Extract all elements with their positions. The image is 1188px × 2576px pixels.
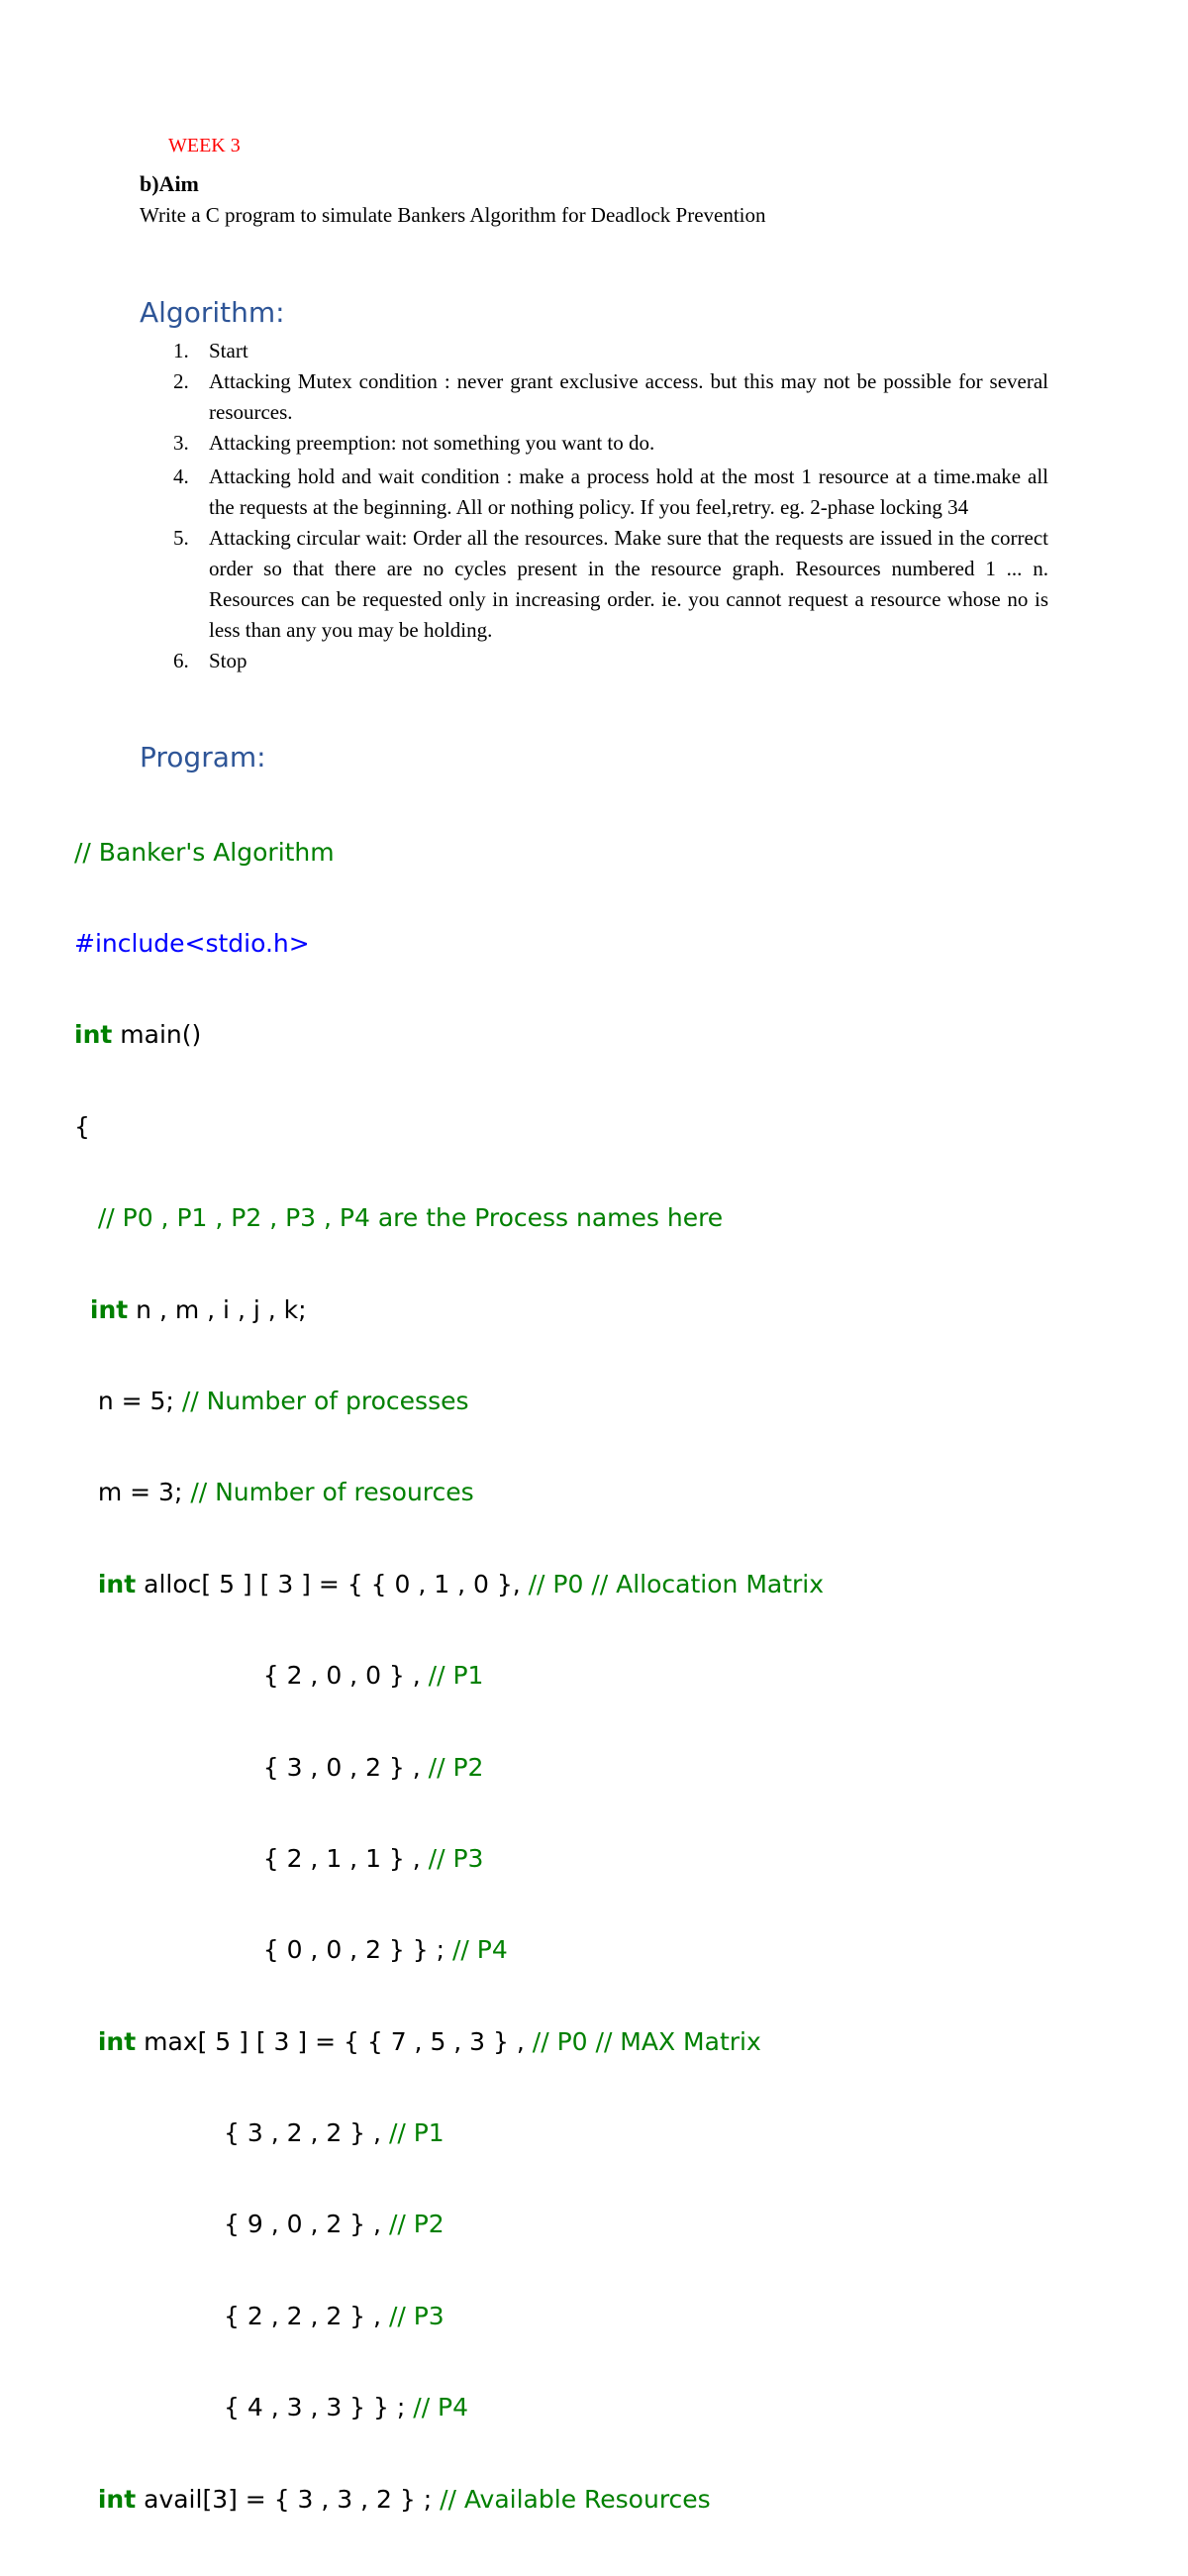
step-text: Stop xyxy=(209,649,248,672)
aim-text: Write a C program to simulate Bankers Algorithm for Deadlock Prevention xyxy=(140,203,766,227)
code-line xyxy=(74,1112,824,1143)
list-item xyxy=(140,336,1048,366)
code-comment: // P4 xyxy=(452,1935,508,1965)
code-indent xyxy=(74,2485,98,2514)
code-line xyxy=(74,838,824,869)
list-item xyxy=(140,366,1048,428)
code-text: { 4 , 3 , 3 } } ; xyxy=(74,2393,414,2422)
program-heading: Program: xyxy=(140,741,266,773)
code-text: { 2 , 2 , 2 } , xyxy=(74,2301,389,2330)
code-line xyxy=(74,1661,824,1692)
code-line xyxy=(74,1203,824,1234)
code-text: n , m , i , j , k; xyxy=(128,1294,307,1324)
step-number: 1. xyxy=(173,339,189,362)
code-line xyxy=(74,1935,824,1966)
code-comment: // Number of processes xyxy=(181,1386,469,1415)
step-number: 4. xyxy=(173,464,189,488)
code-text: { xyxy=(74,1111,90,1141)
code-line xyxy=(74,2118,824,2149)
code-comment: // P1 xyxy=(388,2118,445,2148)
code-line xyxy=(74,1570,824,1600)
code-comment: // Banker's Algorithm xyxy=(74,837,335,867)
code-comment: // P1 xyxy=(428,1661,484,1691)
code-preprocessor: #include<stdio.h> xyxy=(74,928,310,958)
code-keyword: int xyxy=(97,2026,137,2056)
step-text: Attacking hold and wait condition : make a process hold at the most 1 resource at a time.make all the requests at the beginning. All or nothing policy. If you feel,retry. eg. 2-phase locking 34 xyxy=(209,464,1048,519)
code-text: max[ 5 ] [ 3 ] = { { 7 , 5 , 3 } , xyxy=(136,2026,533,2056)
code-text: { 9 , 0 , 2 } , xyxy=(74,2210,389,2239)
step-number: 5. xyxy=(173,526,189,550)
code-comment: // P0 , P1 , P2 , P3 , P4 are the Process names here xyxy=(74,1203,724,1233)
step-number: 3. xyxy=(173,431,189,455)
code-indent xyxy=(74,1295,90,1324)
code-comment: // P3 xyxy=(428,1843,484,1873)
code-line xyxy=(74,1844,824,1875)
code-text: { 3 , 0 , 2 } , xyxy=(74,1752,429,1782)
code-line xyxy=(74,2027,824,2058)
code-keyword: int xyxy=(74,1020,113,1050)
code-comment: // P2 xyxy=(388,2210,445,2239)
step-number: 6. xyxy=(173,649,189,672)
code-line xyxy=(74,1753,824,1784)
code-keyword: int xyxy=(97,2484,137,2514)
step-number: 2. xyxy=(173,369,189,393)
code-comment: // Available Resources xyxy=(440,2484,711,2514)
code-line xyxy=(74,1020,824,1051)
code-line xyxy=(74,2302,824,2332)
code-text: alloc[ 5 ] [ 3 ] = { { 0 , 1 , 0 }, xyxy=(136,1569,529,1598)
code-text: n = 5; xyxy=(74,1386,182,1415)
code-text: { 3 , 2 , 2 } , xyxy=(74,2118,389,2148)
code-line xyxy=(74,1295,824,1326)
algorithm-steps xyxy=(140,336,1048,676)
code-line xyxy=(74,1387,824,1417)
code-text: { 2 , 1 , 1 } , xyxy=(74,1843,429,1873)
code-comment: // Number of resources xyxy=(190,1478,474,1507)
list-item xyxy=(140,462,1048,523)
code-indent xyxy=(74,1570,98,1598)
code-text: main() xyxy=(112,1020,202,1050)
step-text: Attacking circular wait: Order all the resources. Make sure that the requests are issued in the correct order so that there are no cycles present in the resource graph. Resources numbered 1 ... n. Resources can be requested only in increasing order. ie. you cannot request a resource whose no is less than any you may be holding. xyxy=(209,526,1048,642)
code-text: { 2 , 0 , 0 } , xyxy=(74,1661,429,1691)
code-indent xyxy=(74,2027,98,2056)
code-block xyxy=(74,776,824,2576)
algorithm-heading: Algorithm: xyxy=(140,296,285,329)
aim-label: b)Aim xyxy=(140,171,199,196)
code-line xyxy=(74,1478,824,1508)
code-comment: // P2 xyxy=(428,1752,484,1782)
code-line xyxy=(74,2393,824,2423)
code-text: m = 3; xyxy=(74,1478,191,1507)
list-item xyxy=(140,523,1048,646)
code-comment: // P0 // MAX Matrix xyxy=(532,2026,761,2056)
week-label: WEEK 3 xyxy=(168,135,241,156)
list-item xyxy=(140,428,1048,459)
code-line xyxy=(74,2210,824,2240)
step-text: Start xyxy=(209,339,248,362)
list-item xyxy=(140,646,1048,676)
code-keyword: int xyxy=(89,1294,129,1324)
step-text: Attacking preemption: not something you want to do. xyxy=(209,431,655,455)
code-comment: // P3 xyxy=(388,2301,445,2330)
code-line xyxy=(74,929,824,960)
code-keyword: int xyxy=(97,1569,137,1598)
code-comment: // P4 xyxy=(413,2393,469,2422)
code-comment: // P0 // Allocation Matrix xyxy=(528,1569,825,1598)
step-text: Attacking Mutex condition : never grant exclusive access. but this may not be possible for several resources. xyxy=(209,369,1048,424)
code-text: { 0 , 0 , 2 } } ; xyxy=(74,1935,452,1965)
code-line xyxy=(74,2485,824,2516)
code-text: avail[3] = { 3 , 3 , 2 } ; xyxy=(136,2484,441,2514)
